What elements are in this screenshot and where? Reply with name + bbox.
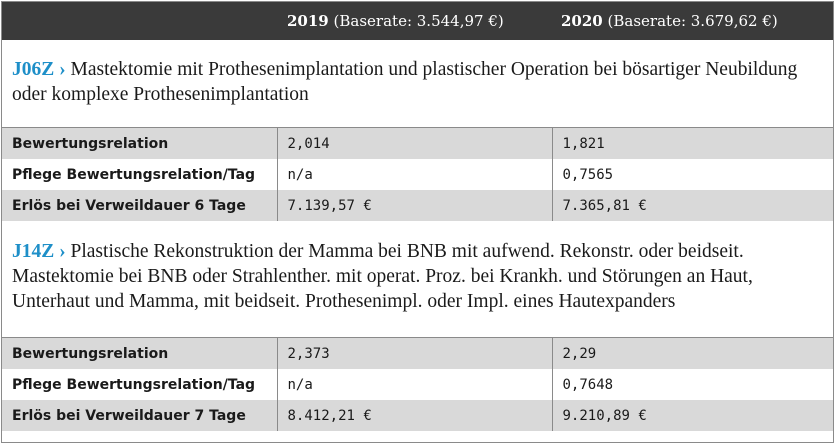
- value-2020: 7.365,81 €: [552, 190, 833, 221]
- chevron-right-icon: ›: [59, 241, 66, 262]
- value-2020: 9.210,89 €: [552, 400, 833, 431]
- header-year-2019: 2019: [287, 12, 329, 30]
- drg-comparison-table: [1, 1, 834, 443]
- row-label: Bewertungsrelation: [2, 128, 277, 160]
- section-table-j14z: [2, 337, 833, 431]
- value-2020: 1,821: [552, 128, 833, 160]
- header-2020: [561, 12, 778, 30]
- table-header: [2, 2, 833, 40]
- row-label: Bewertungsrelation: [2, 338, 277, 370]
- drg-code: J14Z: [12, 241, 55, 262]
- value-2019: 2,014: [277, 128, 552, 160]
- value-2019: 7.139,57 €: [277, 190, 552, 221]
- row-label: Pflege Bewertungsrelation/Tag: [2, 369, 277, 400]
- header-baserate-2020: (Baserate: 3.679,62 €): [607, 12, 778, 30]
- drg-description: Plastische Rekonstruktion der Mamma bei BNB mit aufwend. Rekonstr. oder beidseit. Mastektomie bei BNB oder Strahlenther. mit operat. Proz. bei Krankh. und Störungen an Haut, Unterhaut und Mamma, mit beidseit. Prothesenimpl. oder Impl. eines Hautexpanders: [12, 241, 753, 312]
- table-row: [2, 128, 833, 160]
- table-row: [2, 338, 833, 370]
- section-table-j06z: [2, 127, 833, 221]
- row-label: Erlös bei Verweildauer 6 Tage: [2, 190, 277, 221]
- section-title-j06z: [2, 57, 833, 117]
- drg-code: J06Z: [12, 59, 55, 80]
- drg-description: Mastektomie mit Prothesenimplantation und plastischer Operation bei bösartiger Neubildung oder komplexe Prothesenimplantation: [12, 59, 798, 105]
- value-2019: 8.412,21 €: [277, 400, 552, 431]
- value-2019: n/a: [277, 159, 552, 190]
- table-row: [2, 190, 833, 221]
- table-row: [2, 159, 833, 190]
- value-2020: 0,7565: [552, 159, 833, 190]
- value-2020: 0,7648: [552, 369, 833, 400]
- value-2019: 2,373: [277, 338, 552, 370]
- header-2019: [287, 12, 504, 30]
- table-row: [2, 400, 833, 431]
- row-label: Erlös bei Verweildauer 7 Tage: [2, 400, 277, 431]
- section-title-j14z: [2, 239, 833, 329]
- value-2019: n/a: [277, 369, 552, 400]
- header-year-2020: 2020: [561, 12, 603, 30]
- table-row: [2, 369, 833, 400]
- chevron-right-icon: ›: [59, 59, 66, 80]
- header-baserate-2019: (Baserate: 3.544,97 €): [333, 12, 504, 30]
- row-label: Pflege Bewertungsrelation/Tag: [2, 159, 277, 190]
- value-2020: 2,29: [552, 338, 833, 370]
